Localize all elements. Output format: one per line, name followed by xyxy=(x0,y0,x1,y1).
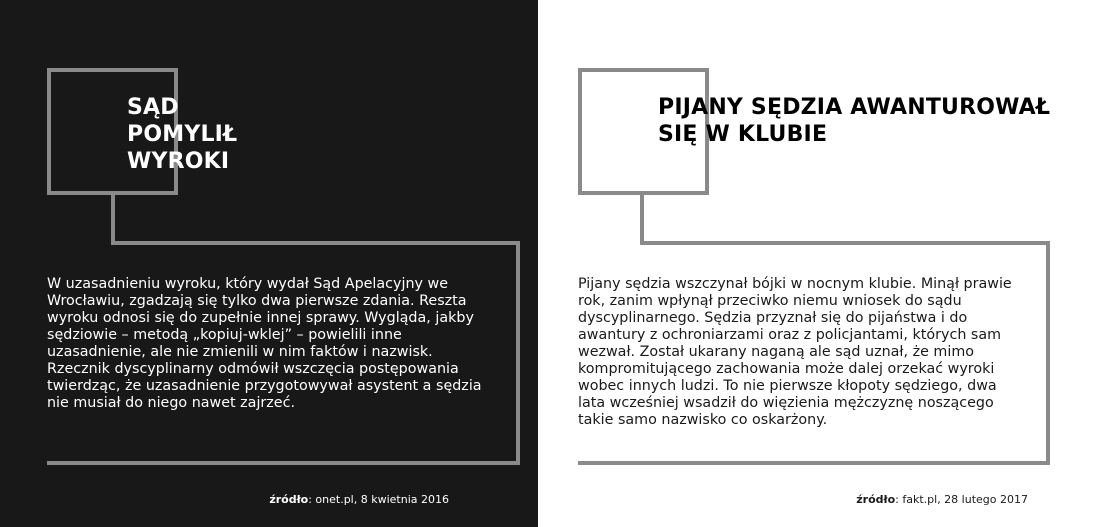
title-line: PIJANY SĘDZIA AWANTUROWAŁ xyxy=(658,95,1051,120)
content-frame-right xyxy=(1046,241,1050,465)
source-label: źródło xyxy=(269,493,309,506)
title-line: SIĘ W KLUBIE xyxy=(658,122,828,147)
card-title xyxy=(127,94,347,175)
content-frame-right xyxy=(516,241,520,465)
source-label: źródło xyxy=(856,493,896,506)
left-card xyxy=(0,0,538,527)
card-body-text: Pijany sędzia wszczynał bójki w nocnym klubie. Minął prawie rok, zanim wpłynął przeciwko niemu wniosek do sądu dyscyplinarnego. Sędzia przyznał się do pijaństwa i do awantury z ochroniarzami oraz z policjantami, których sam wezwał. Został ukarany naganą ale sąd uznał, że mimo kompromitującego zachowania może dalej orzekać wyroki wobec innych ludzi. To nie pierwsze kłopoty sędziego, dwa lata wcześniej wsadził do więzienia mężczyznę noszącego takie samo nazwisko co oskarżony. xyxy=(578,276,1012,428)
connector-line xyxy=(111,195,115,245)
source-note xyxy=(269,493,449,507)
title-line: POMYLIŁ xyxy=(127,122,238,147)
content-frame-top xyxy=(640,241,1050,245)
source-text: : fakt.pl, 28 lutego 2017 xyxy=(895,493,1028,506)
content-frame-top xyxy=(111,241,520,245)
content-frame-bottom xyxy=(578,461,1050,465)
card-title xyxy=(658,94,1098,148)
content-frame-bottom xyxy=(47,461,520,465)
source-note xyxy=(856,493,1028,507)
title-line: SĄD xyxy=(127,95,179,120)
card-body-text: W uzasadnieniu wyroku, który wydał Sąd Apelacyjny we Wrocławiu, zgadzają się tylko dwa pierwsze zdania. Reszta wyroku odnosi się do zupełnie innej sprawy. Wygląda, jakby sędziowie – metodą „kopiuj-wklej” – powielili inne uzasadnienie, ale nie zmienili w nim faktów i nazwisk. Rzecznik dyscyplinarny odmówił wszczęcia postępowania twierdząc, że uzasadnienie przygotowywał asystent a sędzia nie musiał do niego nawet zajrzeć. xyxy=(47,276,482,411)
title-line: WYROKI xyxy=(127,149,230,174)
right-card xyxy=(538,0,1110,527)
source-text: : onet.pl, 8 kwietnia 2016 xyxy=(308,493,449,506)
connector-line xyxy=(640,195,644,245)
